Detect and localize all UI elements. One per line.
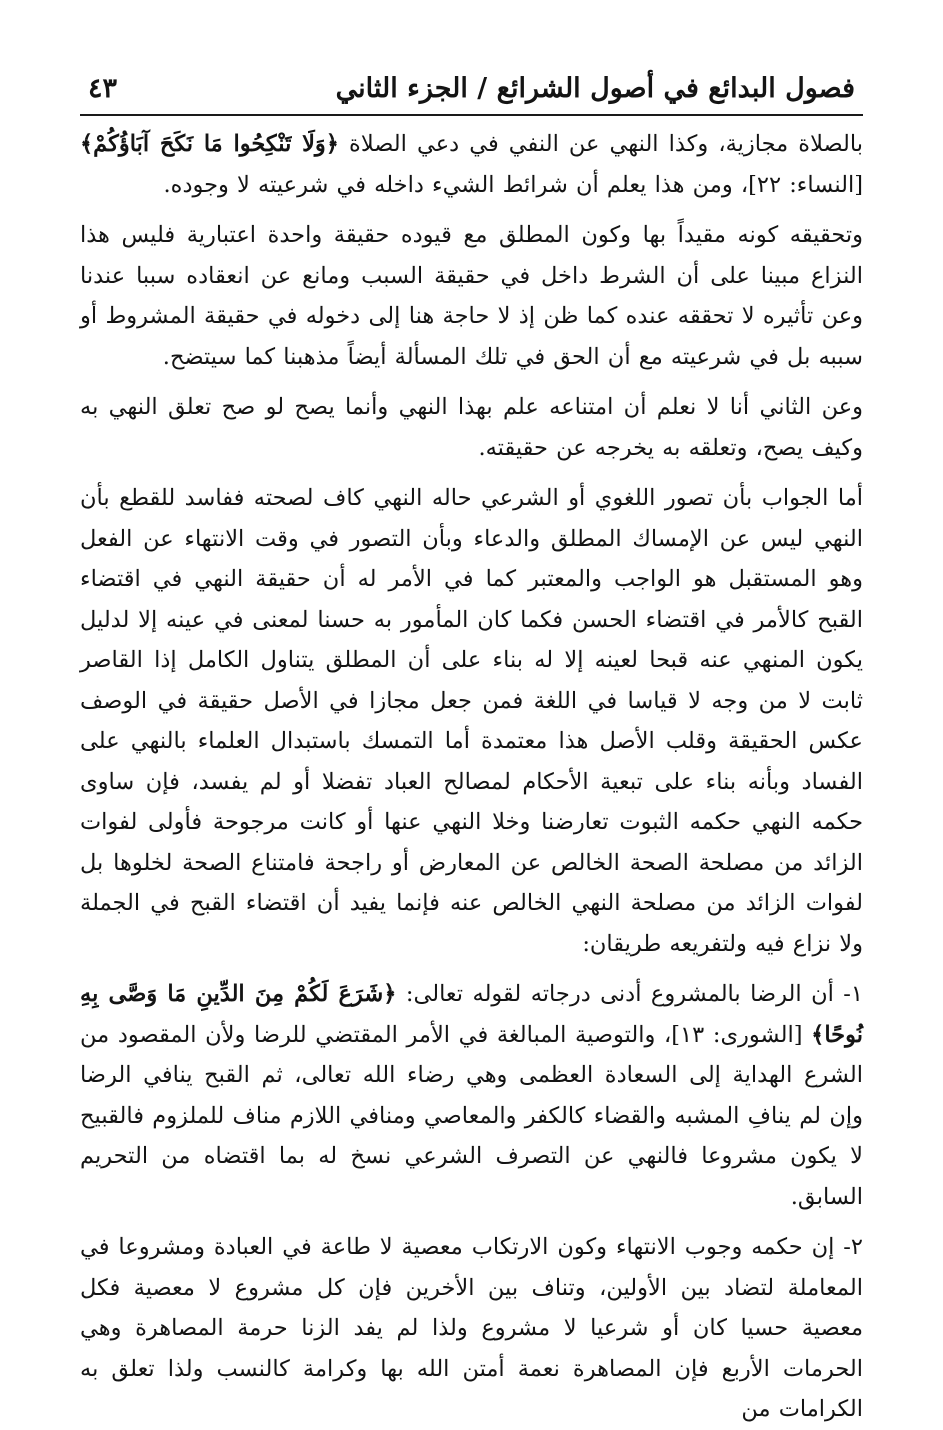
paragraph (80, 215, 863, 377)
page-number: ٤٣ (88, 73, 118, 104)
numbered-paragraph (80, 974, 863, 1217)
quran-verse: ﴿وَلَا تَنْكِحُوا مَا نَكَحَ آبَاؤُكُمْ﴾ (80, 131, 339, 157)
paragraph-text: أما الجواب بأن تصور اللغوي أو الشرعي حاله النهي كاف لصحته ففاسد للقطع بأن النهي ليس عن الإمساك المطلق والدعاء وبأن التصور في وقت الانتهاء عن الفعل وهو المستقبل هو الواجب والمعتبر كما في الأمر له أن حقيقة النهي في اقتضاء القبح كالأمر في اقتضاء الحسن فكما كان المأمور به حسنا لمعنى في عينه إلا لدليل يكون المنهي عنه قبحا لعينه إلا له بناء على أن المطلق يتناول الكامل إذا القاصر ثابت لا من وجه لا قياسا في اللغة فمن جعل مجازا في الأصل حقيقة في الوصف عكس الحقيقة وقلب الأصل هذا معتمدة أما التمسك باستبدال العلماء بالنهي على الفساد وبأنه بناء على تبعية الأحكام لمصالح العباد تفضلا أو لم يفسد، فإن ساوى حكمه النهي حكمه الثبوت تعارضنا وخلا النهي عنها أو كانت مرجوحة فأولى لفوات الزائد من مصلحة الصحة الخالص عن المعارض أو راجحة فامتناع الصحة لخلوها بل لفوات الزائد من مصلحة النهي الخالص عنه فإنما يفيد أن اقتضاء القبح في الجملة ولا نزاع فيه ولتفريعه طريقان: (80, 485, 863, 957)
numbered-paragraph (80, 1227, 863, 1430)
paragraph-text: بالصلاة مجازية، وكذا النهي عن النفي في دعي الصلاة (338, 131, 863, 157)
paragraph-text: [النساء: ٢٢]، ومن هذا يعلم أن شرائط الشيء داخله في شرعيته لا وجوده. (163, 171, 863, 198)
paragraph-text: وتحقيقه كونه مقيداً بها وكون المطلق مع قيوده حقيقة واحدة اعتبارية فليس هذا النزاع مبينا على أن الشرط داخل في حقيقة السبب ومانع عن انعقاده سببا عندنا وعن تأثيره لا تحققه عنده كما ظن إذ لا حاجة هنا إلى دخوله في حقيقة المشروط أو سببه بل في شرعيته مع أن الحق في تلك المسألة أيضاً مذهبنا كما سيتضح. (80, 222, 863, 370)
paragraph-text: ١- أن الرضا بالمشروع أدنى درجاته لقوله تعالى: (396, 981, 863, 1007)
paragraph (80, 478, 863, 964)
paragraph-text: [الشورى: ١٣]، والتوصية المبالغة في الأمر المقتضي للرضا ولأن المقصود من الشرع الهداية إلى السعادة العظمى وهي رضاء الله تعالى، ثم القبح ينافي الرضا وإن لم ينافِ المشبه والقضاء كالكفر والمعاصي ومنافي اللازم مناف للملزوم فالقبيح لا يكون مشروعا فالنهي عن التصرف الشرعي نسخ له بما اقتضاه من التحريم السابق. (80, 1021, 863, 1210)
paragraph-text: وعن الثاني أنا لا نعلم أن امتناعه علم بهذا النهي وأنما يصح لو صح تعلق النهي به وكيف يصح، وتعلقه به يخرجه عن حقيقته. (80, 394, 863, 461)
paragraph (80, 387, 863, 468)
paragraph-text: ٢- إن حكمه وجوب الانتهاء وكون الارتكاب معصية لا طاعة في العبادة ومشروعا في المعاملة لتضاد بين الأولين، وتناف بين الأخرين فإن كل مشروع لا معصية فكل معصية حسيا كان أو شرعيا لا مشروع ولذا لم يفد الزنا حرمة المصاهرة وهي الحرمات الأربع فإن المصاهرة نعمة أمتن الله بها وكرامة كالنسب ولذا تعلق به الكرامات من (80, 1234, 863, 1422)
paragraph (80, 124, 863, 205)
quran-verse: ﴿شَرَعَ لَكُمْ مِنَ الدِّينِ مَا وَصَّى بِهِ نُوحًا﴾ (80, 981, 863, 1048)
page-header (80, 58, 863, 116)
page-body (80, 116, 863, 1430)
running-title: فصول البدائع في أصول الشرائع / الجزء الثاني (335, 73, 855, 104)
